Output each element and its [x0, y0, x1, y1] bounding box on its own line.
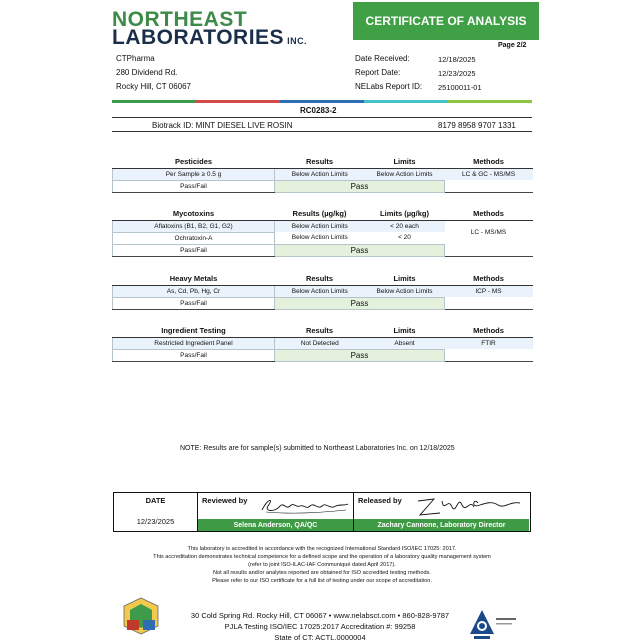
- client-address-2: Rocky Hill, CT 06067: [116, 82, 191, 91]
- passfail-label: Pass/Fail: [113, 349, 275, 361]
- method-cell: FTIR: [445, 337, 533, 349]
- sample-code: RC0283-2: [300, 106, 337, 115]
- color-bar: [112, 100, 532, 103]
- report-id-label: NELabs Report ID:: [355, 82, 423, 91]
- limit-cell: Below Action Limits: [365, 168, 445, 180]
- method-cell: ICP - MS: [445, 285, 533, 297]
- accreditation-line: (refer to joint ISO-ILAC-IAF Communiqué dated April 2017).: [248, 562, 396, 568]
- releaser-name: Zachary Cannone, Laboratory Director: [354, 519, 529, 531]
- result-cell: Below Action Limits: [291, 234, 348, 242]
- released-label: Released by: [358, 496, 402, 505]
- signoff-date: 12/23/2025: [136, 517, 175, 526]
- report-id: 25100011-01: [438, 83, 482, 92]
- footer-address: 30 Cold Spring Rd. Rocky Hill, CT 06067 • www.nelabsct.com • 860-828-9787: [190, 611, 450, 620]
- table-row: [113, 168, 533, 180]
- column-header: Heavy Metals: [113, 273, 275, 285]
- pjla-logo-icon: [466, 604, 518, 642]
- accreditation-line: This laboratory is accredited in accordance with the recognized International Standard ISO/IEC 17025: 2017.: [187, 546, 457, 552]
- result-cell: Below Action Limits: [275, 285, 365, 297]
- table-row: [113, 220, 533, 232]
- analyte-cell: Per Sample ≥ 0.5 g: [113, 168, 275, 180]
- table-row: [113, 297, 533, 309]
- client-address-1: 280 Dividend Rd.: [116, 68, 178, 77]
- result-cell: Below Action Limits: [275, 220, 365, 232]
- pass-result: Pass: [275, 180, 445, 192]
- color-bar-segment: [280, 100, 364, 103]
- accreditation-line: This accreditation demonstrates technical competence for a defined scope and the operation of a laboratory quality management system: [153, 554, 491, 560]
- result-cell: Below Action Limits: [275, 168, 365, 180]
- empty-cell: [445, 297, 533, 309]
- passfail-label: Pass/Fail: [113, 244, 275, 256]
- column-header: Ingredient Testing: [113, 325, 275, 337]
- passfail-label: Pass/Fail: [113, 180, 275, 192]
- table-row: [113, 337, 533, 349]
- table-row: [113, 244, 533, 256]
- limit-cell: Below Action Limits: [365, 285, 445, 297]
- accreditation-line: Not all results and/or analytes reported are obtained for ISO accredited testing methods.: [213, 570, 431, 576]
- releaser-signature: [414, 493, 524, 519]
- date-cell: [114, 493, 198, 531]
- passfail-label: Pass/Fail: [113, 297, 275, 309]
- result-cell: Not Detected: [275, 337, 365, 349]
- limit-cell: < 20 each: [365, 220, 445, 232]
- limit-cell: < 20: [398, 234, 411, 242]
- company-logo-top: NORTHEAST: [112, 8, 248, 31]
- table-row: [113, 349, 533, 361]
- table-header: [113, 273, 533, 285]
- page-number: Page 2/2: [498, 42, 527, 49]
- footer-state: State of CT: ACTL.0000004: [274, 633, 366, 642]
- column-header: Methods: [445, 156, 533, 168]
- biotrack-id: 8179 8958 9707 1331: [438, 121, 516, 130]
- color-bar-segment: [448, 100, 532, 103]
- divider: [112, 117, 532, 118]
- mycotoxins-table: [112, 208, 533, 257]
- pass-result: Pass: [275, 297, 445, 309]
- analyte-cell: Ochratoxin-A: [113, 232, 275, 244]
- column-header: Limits: [365, 325, 445, 337]
- column-header: Pesticides: [113, 156, 275, 168]
- certification-badge-icon: [118, 596, 164, 636]
- color-bar-segment: [196, 100, 280, 103]
- table-row: [113, 180, 533, 192]
- report-date-label: Report Date:: [355, 68, 401, 77]
- analyte-cell: Aflatoxins (B1, B2, G1, G2): [113, 220, 275, 232]
- column-header: Results: [275, 273, 365, 285]
- heavy-metals-table: [112, 273, 533, 310]
- ingredient-testing-table: [112, 325, 533, 362]
- date-label: DATE: [145, 496, 166, 505]
- accreditation-line: Please refer to our ISO certificate for a full list of testing under our scope of accreditation.: [212, 578, 432, 584]
- footer-pjla: PJLA Testing ISO/IEC 17025:2017 Accreditation #: 99258: [224, 622, 416, 631]
- analyte-cell: As, Cd, Pb, Hg, Cr: [113, 285, 275, 297]
- column-header: Methods: [445, 325, 533, 337]
- table-header: [113, 208, 533, 220]
- table-header: [113, 156, 533, 168]
- reviewed-label: Reviewed by: [202, 496, 248, 505]
- date-received-label: Date Received:: [355, 54, 410, 63]
- empty-cell: [445, 349, 533, 361]
- column-header: Methods: [445, 208, 533, 220]
- column-header: Limits: [365, 156, 445, 168]
- table-row: [113, 285, 533, 297]
- sample-note: NOTE: Results are for sample(s) submitted to Northeast Laboratories Inc. on 12/18/2025: [180, 445, 455, 452]
- column-header: Results: [275, 156, 365, 168]
- date-received: 12/18/2025: [438, 55, 476, 64]
- report-date: 12/23/2025: [438, 69, 476, 78]
- table-header: [113, 325, 533, 337]
- reviewer-name: Selena Anderson, QA/QC: [198, 519, 353, 531]
- analyte-cell: Restricted Ingredient Panel: [113, 337, 275, 349]
- method-cell: LC & GC - MS/MS: [445, 168, 533, 180]
- method-cell: LC - MS/MS: [445, 220, 533, 244]
- pesticides-table: [112, 156, 533, 193]
- signature-box: [113, 492, 531, 532]
- column-header: Methods: [445, 273, 533, 285]
- color-bar-segment: [112, 100, 196, 103]
- color-bar-segment: [364, 100, 448, 103]
- limit-cell: Absent: [365, 337, 445, 349]
- divider: [112, 131, 532, 132]
- pass-result: Pass: [275, 244, 445, 256]
- pass-result: Pass: [275, 349, 445, 361]
- certificate-banner: CERTIFICATE OF ANALYSIS: [353, 2, 539, 40]
- company-logo-bottom: LABORATORIES INC.: [112, 26, 308, 49]
- released-cell: [354, 493, 529, 531]
- column-header: Limits: [365, 273, 445, 285]
- column-header: Limits (µg/kg): [365, 208, 445, 220]
- column-header: Results: [275, 325, 365, 337]
- column-header: Results (µg/kg): [275, 208, 365, 220]
- product-name: MINT DIESEL LIVE ROSIN: [195, 121, 293, 130]
- biotrack-label: Biotrack ID: MINT DIESEL LIVE ROSIN: [152, 121, 293, 130]
- column-header: Mycotoxins: [113, 208, 275, 220]
- reviewer-signature: [258, 494, 350, 518]
- reviewed-cell: [198, 493, 354, 531]
- empty-cell: [445, 180, 533, 192]
- client-name: CTPharma: [116, 54, 155, 63]
- empty-cell: [445, 244, 533, 256]
